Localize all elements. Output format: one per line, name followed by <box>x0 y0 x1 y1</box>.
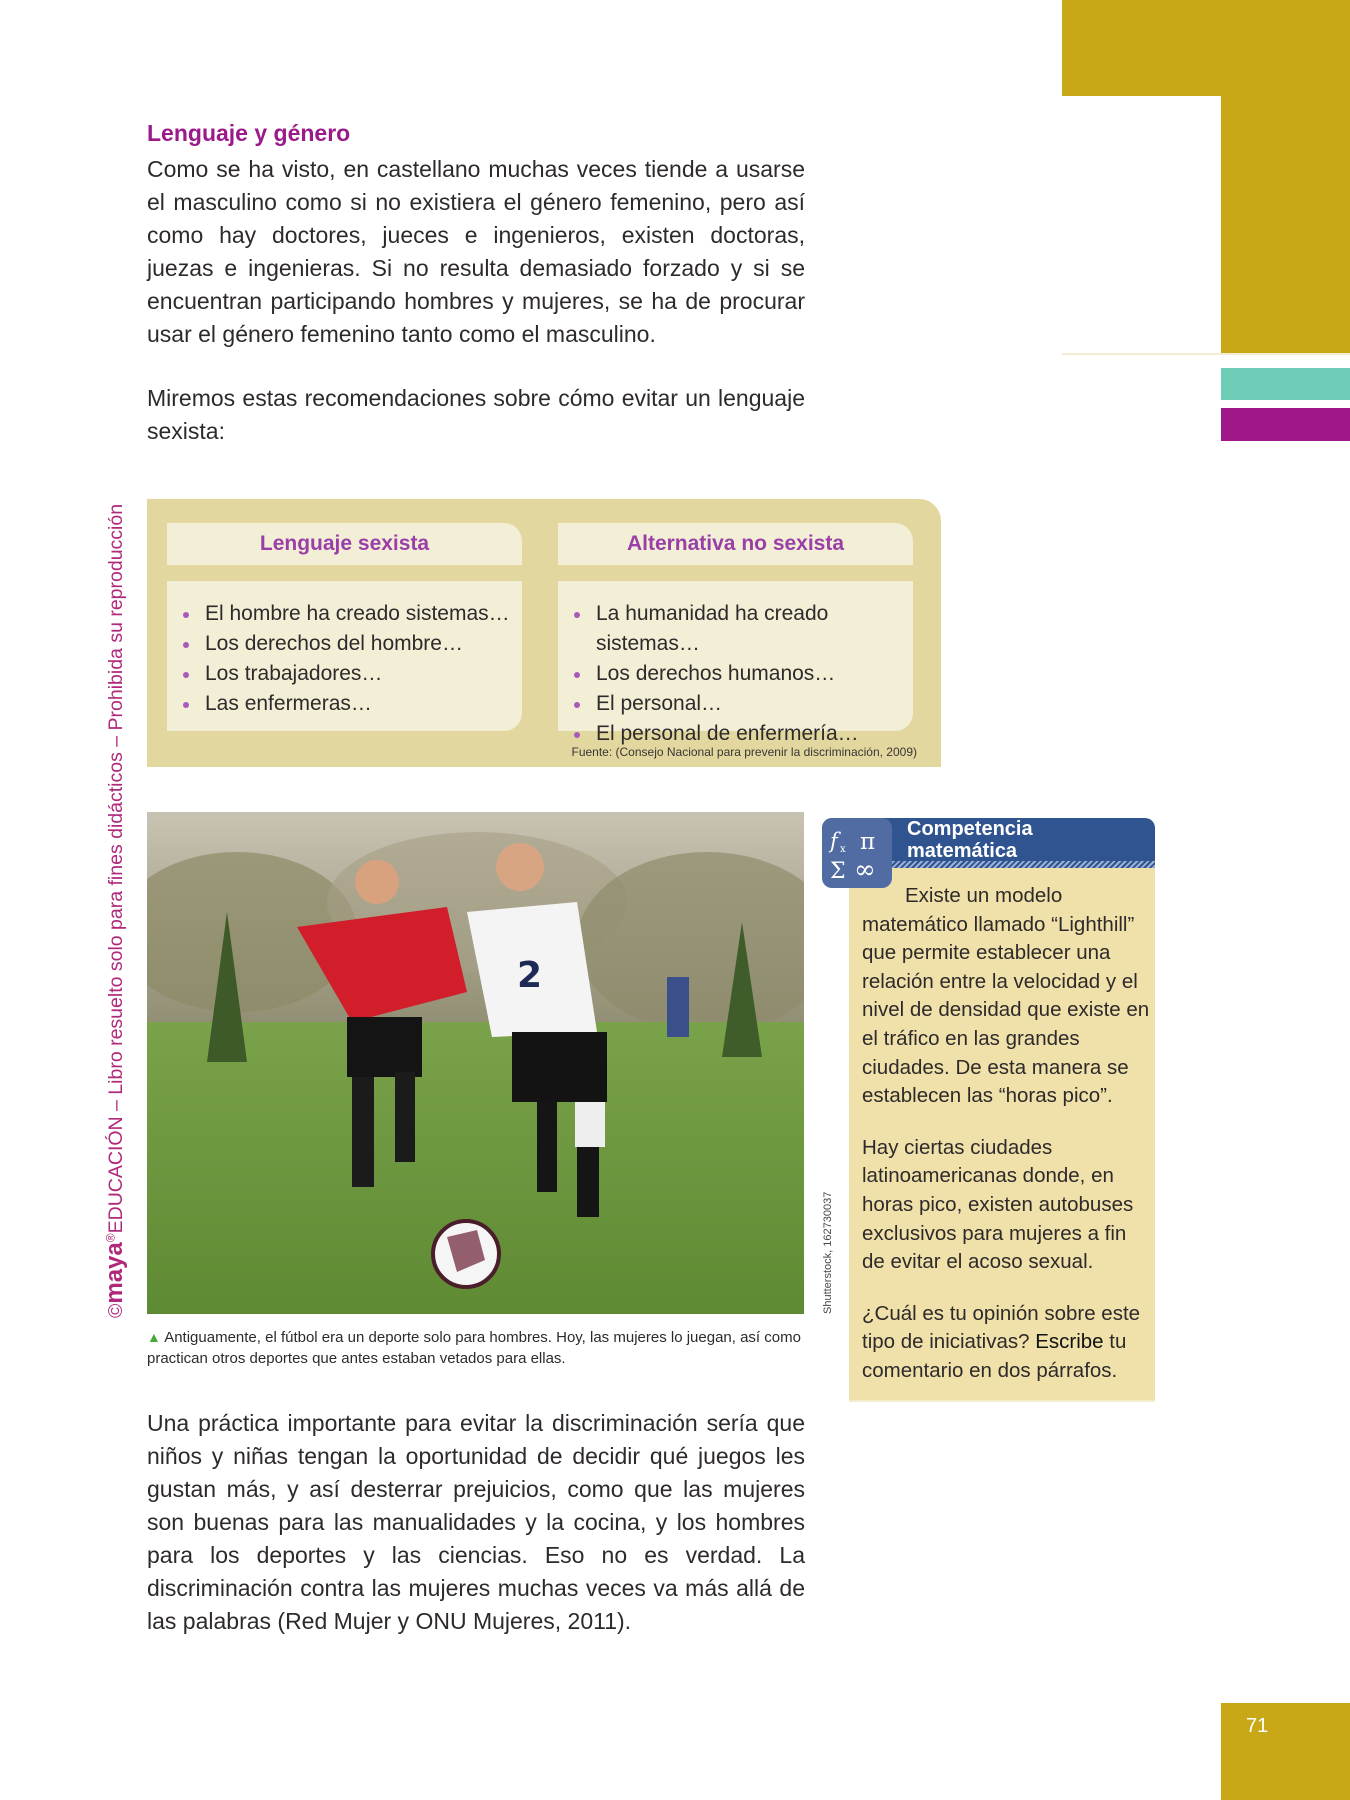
alternative-list <box>558 581 913 745</box>
svg-text:∞: ∞ <box>854 855 876 885</box>
action-verb: Escribe <box>1035 1330 1104 1354</box>
alternative-header: Alternativa no sexista <box>558 523 913 565</box>
math-competence-title <box>907 818 1033 862</box>
section-title: Lenguaje y género <box>147 120 351 146</box>
side-copyright-note <box>101 504 129 1318</box>
math-question <box>862 1300 1150 1386</box>
question-text: ¿Cuál es tu opinión sobre este tipo de iniciativas? <box>862 1301 1141 1354</box>
title-line: Competencia <box>907 818 1033 840</box>
registered-mark: ® <box>103 1233 118 1243</box>
sexist-language-list <box>167 581 522 731</box>
svg-text:π: π <box>860 829 876 855</box>
decorative-divider <box>1062 353 1350 355</box>
list-item: Los derechos del hombre… <box>205 629 522 659</box>
soccer-photo <box>147 812 804 1314</box>
photo-caption <box>147 1327 812 1369</box>
math-paragraph: Hay ciertas ciudades latinoamericanas donde, en horas pico, existen autobuses exclusivos para mujeres a fin de evitar el acoso sexual. <box>862 1135 1134 1274</box>
caption-text: Antiguamente, el fútbol era un deporte solo para hombres. Hoy, las mujeres lo juegan, así como practican otros deportes que antes estaban vetados para ellas. <box>147 1329 801 1367</box>
svg-text:2: 2 <box>517 955 543 996</box>
svg-text:f: f <box>830 829 838 853</box>
list-item: Los trabajadores… <box>205 659 522 689</box>
svg-text:x: x <box>840 844 846 855</box>
closing-paragraph: Una práctica importante para evitar la discriminación sería que niños y niñas tengan la oportunidad de decidir qué juegos les gustan más, y así desterrar prejuicios, como que las mujeres son buenas para las manualidades y la cocina, y los hombres para los deportes y las ciencias. Eso no es verdad. La discriminación contra las mujeres muchas veces va más allá de las palabras (Red Mujer y ONU Mujeres, 2011). <box>147 1410 805 1634</box>
list-item: El personal de enfermería… <box>596 719 913 749</box>
list-item: Los derechos humanos… <box>596 659 913 689</box>
math-symbols-icon <box>822 818 892 888</box>
decorative-gold-bar <box>1221 96 1350 353</box>
copyright-text: EDUCACIÓN – Libro resuelto solo para fines didácticos – Prohibida su reproducción <box>105 503 127 1234</box>
photo-credit: Shutterstock, 162730037 <box>822 1191 834 1314</box>
decorative-teal-bar <box>1221 368 1350 400</box>
source-note: Fuente: (Consejo Nacional para prevenir la discriminación, 2009) <box>571 745 917 759</box>
list-item: El hombre ha creado sistemas… <box>205 599 522 629</box>
language-comparison-table <box>147 499 941 767</box>
page-number: 71 <box>1246 1715 1269 1737</box>
math-paragraph: Existe un modelo matemático llamado “Lighthill” que permite establecer una relación entre la velocidad y el nivel de densidad que existe en el tráfico en las grandes ciudades. De esta manera se establecen las “horas pico”. <box>862 884 1150 1108</box>
page-number-box <box>1221 1703 1350 1800</box>
list-item: El personal… <box>596 689 913 719</box>
question-text-end: tu comentario en dos párrafos. <box>862 1330 1127 1382</box>
math-competence-text <box>862 882 1150 1409</box>
decorative-gold-block <box>1062 0 1350 96</box>
list-item: La humanidad ha creado sistemas… <box>596 599 913 659</box>
svg-text:Σ: Σ <box>830 859 846 884</box>
copyright-symbol: © <box>105 1303 127 1318</box>
header-stripe <box>884 861 1155 868</box>
triangle-icon: ▲ <box>147 1329 161 1345</box>
list-item: Las enfermeras… <box>205 689 522 719</box>
sexist-language-header: Lenguaje sexista <box>167 523 522 565</box>
decorative-magenta-bar <box>1221 408 1350 441</box>
recommend-paragraph: Miremos estas recomendaciones sobre cómo evitar un lenguaje sexista: <box>147 385 805 444</box>
brand-logo: maya <box>101 1242 128 1304</box>
intro-paragraph: Como se ha visto, en castellano muchas veces tiende a usarse el masculino como si no existiera el género femenino, pero así como hay doctores, jueces e ingenieros, existen doctoras, juezas e ingenieras. Si no resulta demasiado forzado y si se encuentran participando hombres y mujeres, se ha de procurar usar el género femenino tanto como el masculino. <box>147 156 805 347</box>
title-line: matemática <box>907 840 1018 862</box>
